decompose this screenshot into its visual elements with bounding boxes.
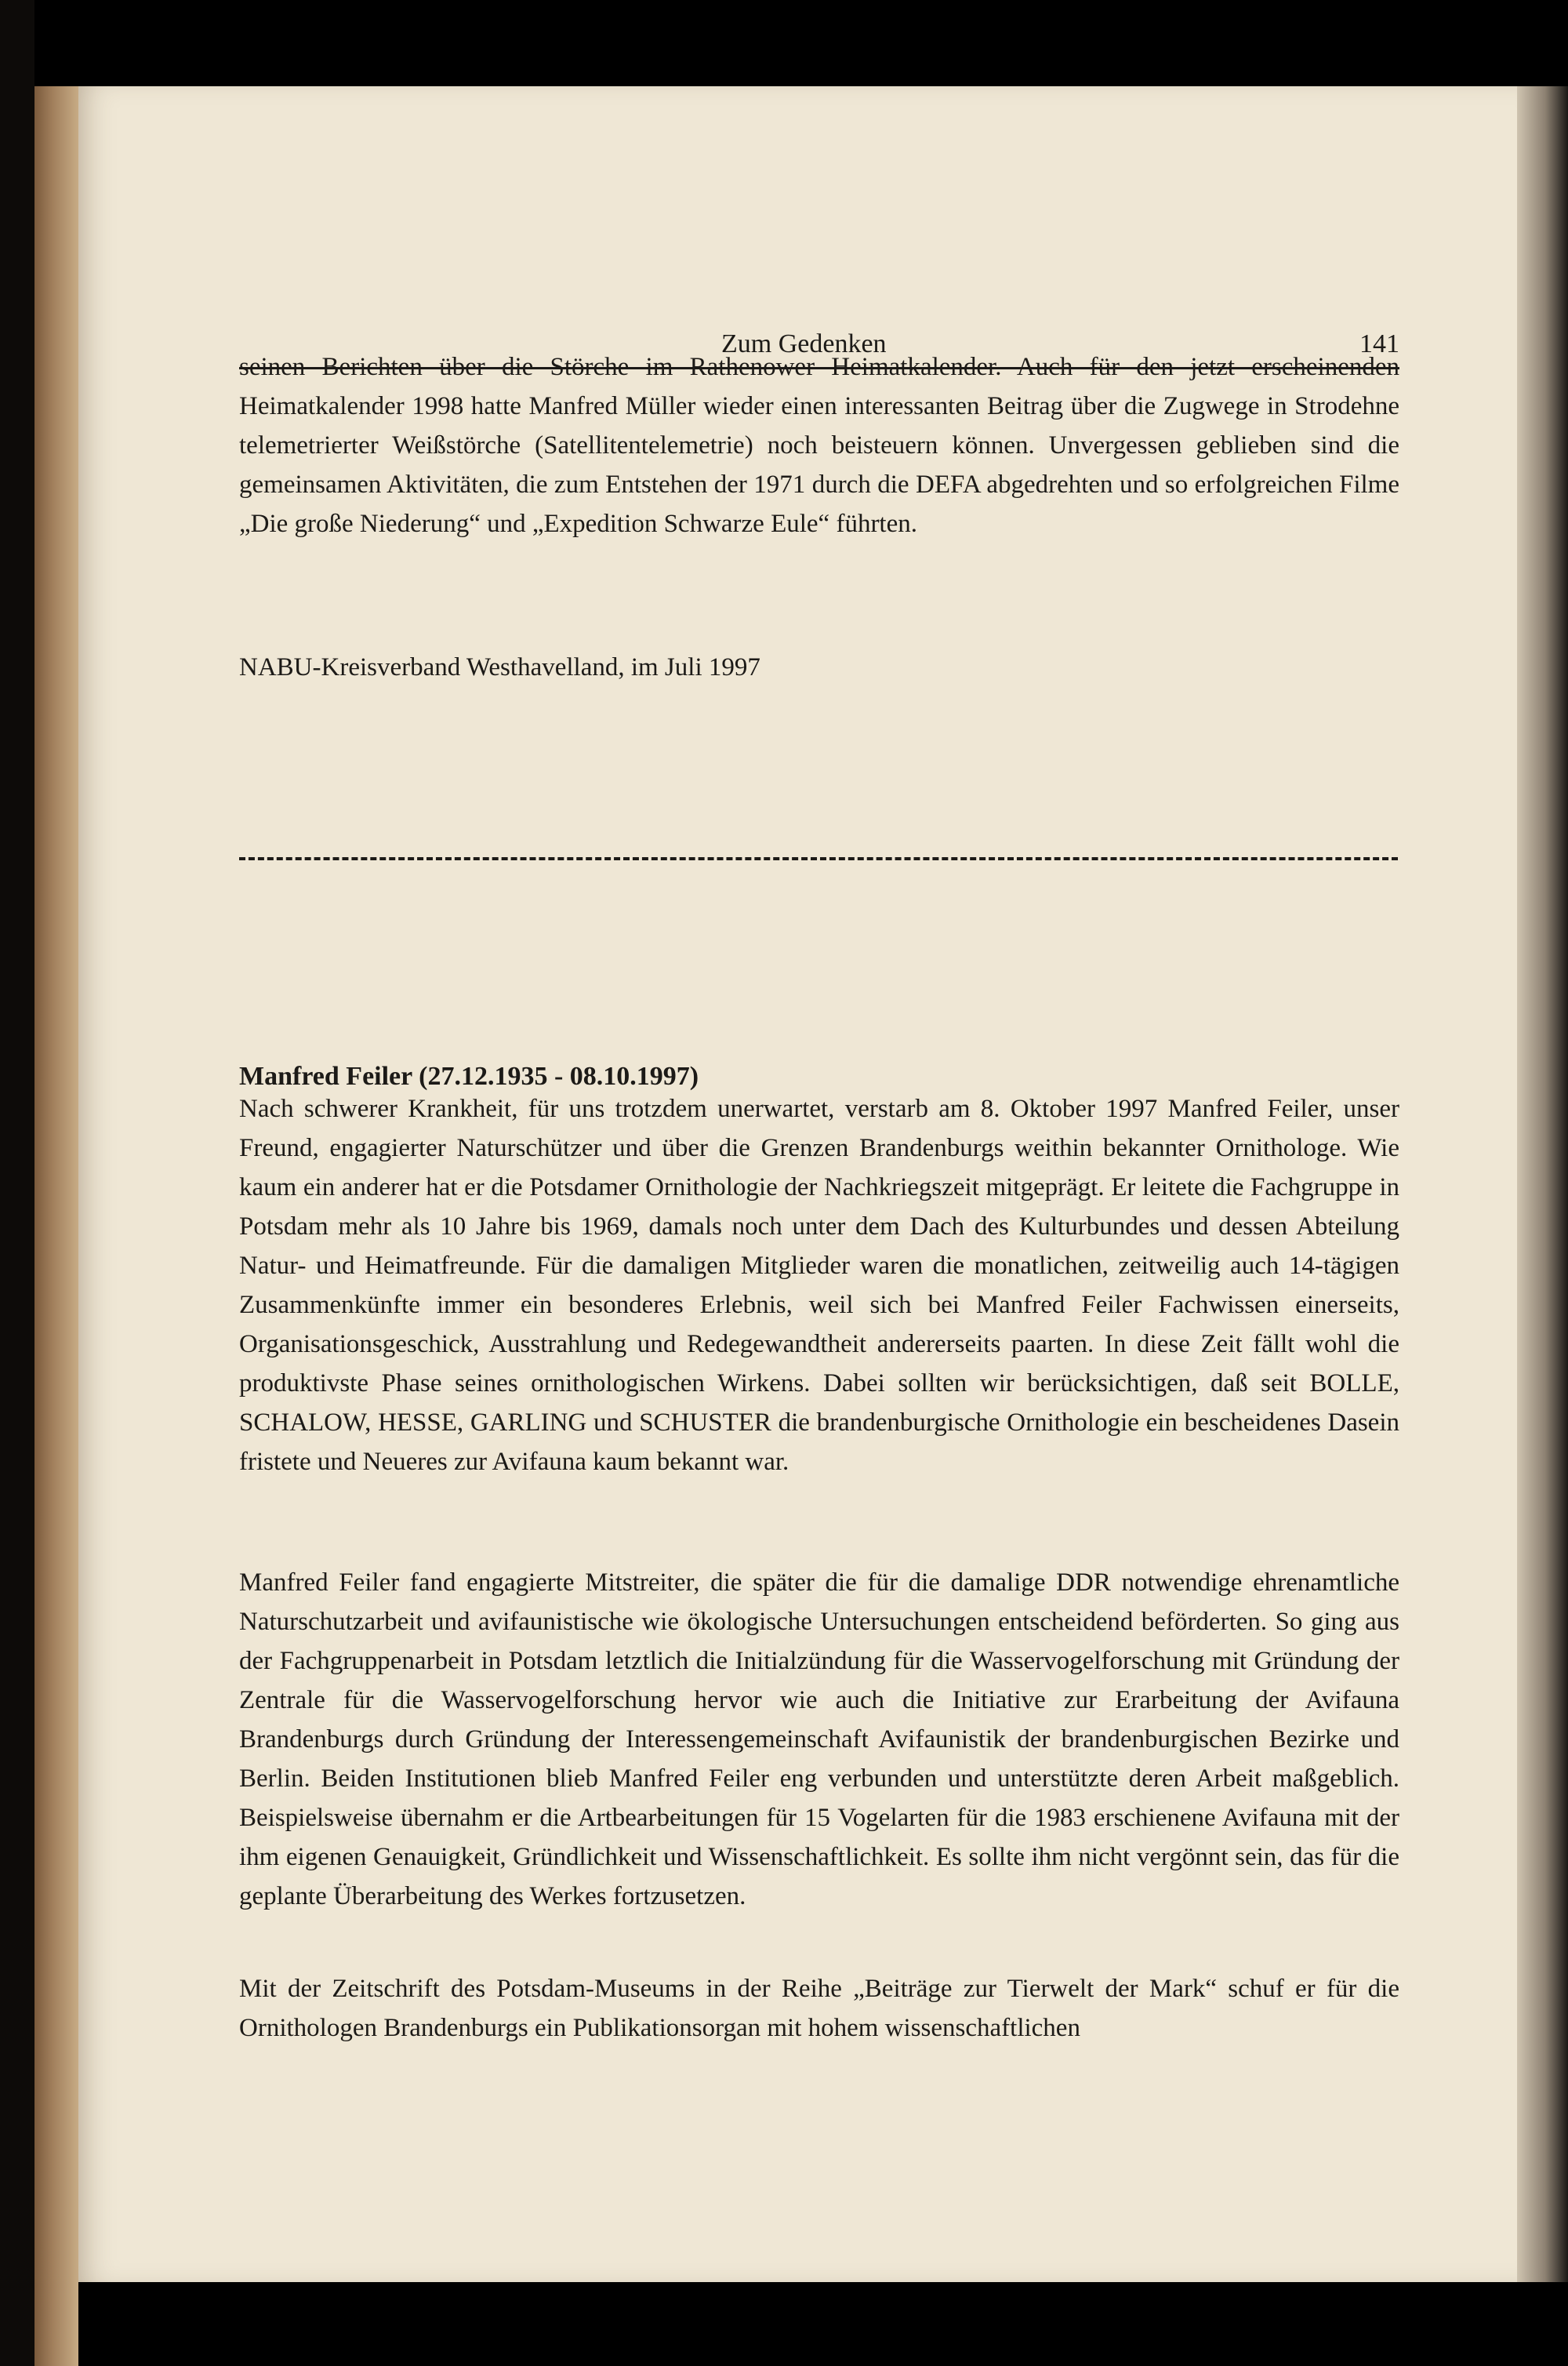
- paragraph-1: seinen Berichten über die Störche im Rathenower Heimatkalender. Auch für den jetzt erscheinenden Heimatkalender 1998 hatte Manfred Müller wieder einen interessanten Beitrag über die Zugwege in Strodehne telemetrierter Weißstörche (Satellitentelemetrie) noch beisteuern können. Unvergessen geblieben sind die gemeinsamen Aktivitäten, die zum Entstehen der 1971 durch die DEFA abgedrehten und so erfolgreichen Filme „Die große Niederung“ und „Expedition Schwarze Eule“ führten.: [239, 353, 1399, 538]
- book-spine-shadow: [0, 0, 34, 2366]
- obituary-heading: Manfred Feiler (27.12.1935 - 08.10.1997): [239, 1062, 699, 1091]
- book-gutter: [34, 86, 78, 2366]
- signature-line: NABU-Kreisverband Westhavelland, im Juli 1997: [239, 653, 760, 681]
- paragraph-4: Mit der Zeitschrift des Potsdam-Museums in der Reihe „Beiträge zur Tierwelt der Mark“ schuf er für die Ornithologen Brandenburgs ein Publikationsorgan mit hohem wissenschaftlichen: [239, 1975, 1399, 2042]
- book-page: [78, 86, 1517, 2282]
- running-header-title: Zum Gedenken: [721, 329, 887, 358]
- page-number: 141: [1359, 329, 1399, 358]
- page-edge: [1517, 86, 1568, 2282]
- paragraph-2: Nach schwerer Krankheit, für uns trotzdem unerwartet, verstarb am 8. Oktober 1997 Manfred Feiler, unser Freund, engagierter Naturschützer und über die Grenzen Brandenburgs weithin bekannter Ornithologe. Wie kaum ein anderer hat er die Potsdamer Ornithologie der Nachkriegszeit mitgeprägt. Er leitete die Fachgruppe in Potsdam mehr als 10 Jahre bis 1969, damals noch unter dem Dach des Kulturbundes und dessen Abteilung Natur- und Heimatfreunde. Für die damaligen Mitglieder waren die monatlichen, zeitweilig auch 14-tägigen Zusammenkünfte immer ein besonderes Erlebnis, weil sich bei Manfred Feiler Fachwissen einerseits, Organisationsgeschick, Ausstrahlung und Redegewandtheit andererseits paarten. In diese Zeit fällt wohl die produktivste Phase seines ornithologischen Wirkens. Dabei sollten wir berücksichtigen, daß seit BOLLE, SCHALOW, HESSE, GARLING und SCHUSTER die brandenburgische Ornithologie ein bescheidenes Dasein fristete und Neueres zur Avifauna kaum bekannt war.: [239, 1095, 1399, 1476]
- section-divider: [239, 857, 1398, 860]
- paragraph-3: Manfred Feiler fand engagierte Mitstreiter, die später die für die damalige DDR notwendige ehrenamtliche Naturschutzarbeit und avifaunistische wie ökologische Untersuchungen entscheidend beförderten. So ging aus der Fachgruppenarbeit in Potsdam letztlich die Initialzündung für die Wasservogelforschung mit Gründung der Zentrale für die Wasservogelforschung hervor wie auch die Initiative zur Erarbeitung der Avifauna Brandenburgs durch Gründung der Interessengemeinschaft Avifaunistik der brandenburgischen Bezirke und Berlin. Beiden Institutionen blieb Manfred Feiler eng verbunden und unterstützte deren Arbeit maßgeblich. Beispielsweise übernahm er die Artbearbeitungen für 15 Vogelarten für die 1983 erschienene Avifauna mit der ihm eigenen Genauigkeit, Gründlichkeit und Wissenschaftlichkeit. Es sollte ihm nicht vergönnt sein, das für die geplante Überarbeitung des Werkes fortzusetzen.: [239, 1568, 1399, 1910]
